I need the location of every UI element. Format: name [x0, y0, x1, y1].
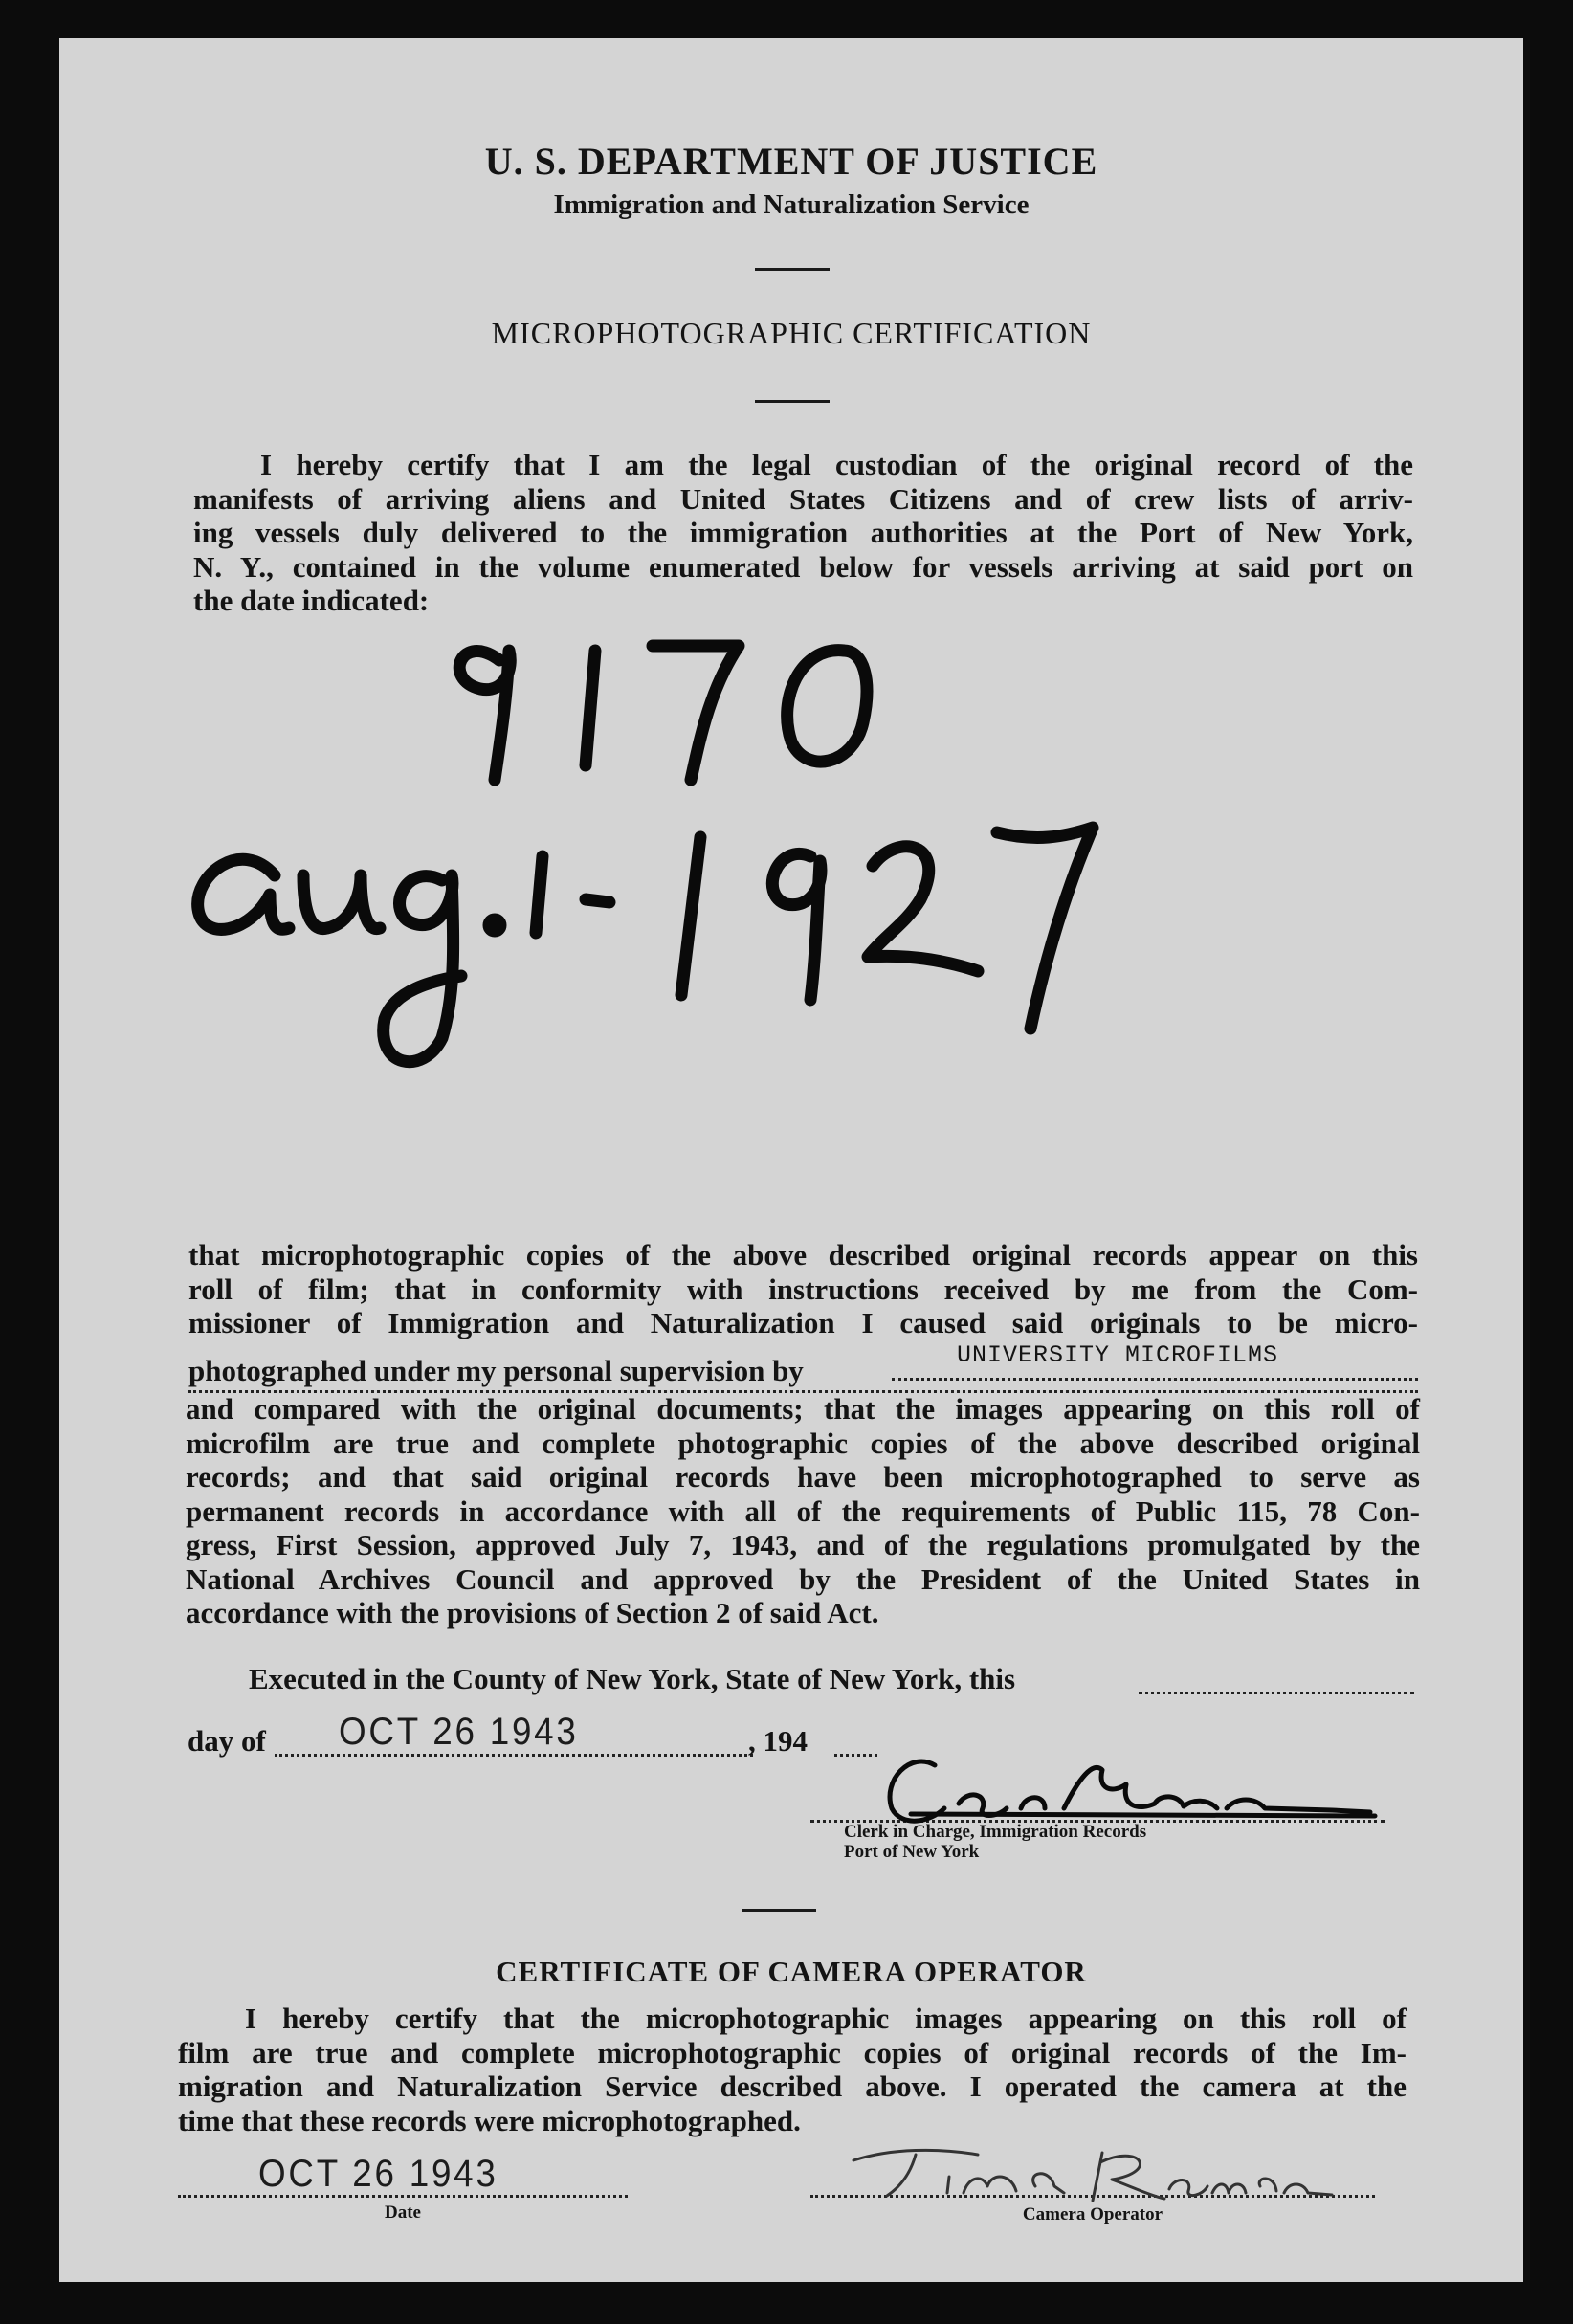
fill-line [1139, 1692, 1414, 1694]
supervision-line [188, 1354, 804, 1388]
divider [755, 400, 830, 403]
text-line: the date indicated: [193, 584, 430, 617]
operator-certificate-title: CERTIFICATE OF CAMERA OPERATOR [496, 1955, 1087, 1988]
text-line: migration and Naturalization Service described above. I operated the camera at the [178, 2069, 1407, 2103]
text-line: and compared with the original documents; that the images appearing on this roll of [186, 1392, 1420, 1426]
text-line: I hereby certify that the microphotographic images appearing on this roll of [245, 2002, 1407, 2035]
text-line: time that these records were microphotographed. [178, 2103, 801, 2137]
text-line: N. Y., contained in the volume enumerated below for vessels arriving at said port on [193, 549, 1413, 584]
text-line: film are true and complete microphotographic copies of original records of the Im- [178, 2035, 1407, 2069]
service-subtitle: Immigration and Naturalization Service [553, 189, 1030, 220]
text-line: missioner of Immigration and Naturalization I caused said originals to be micro- [188, 1306, 1418, 1339]
text-line: permanent records in accordance with all of the requirements of Public 115, 78 Con- [186, 1494, 1420, 1528]
handwritten-date [184, 789, 1141, 1076]
executed-text: Executed in the County of New York, State of New York, this [249, 1662, 1016, 1695]
body-paragraph-2 [186, 1392, 1420, 1630]
text-line: National Archives Council and approved by the President of the United States in [186, 1561, 1420, 1596]
text-line: roll of film; that in conformity with instructions received by me from the Com- [188, 1272, 1418, 1306]
day-of-label: day of [188, 1724, 266, 1758]
handwritten-volume [423, 612, 959, 794]
operator-paragraph [178, 2002, 1407, 2137]
text-line: records; and that said original records have been microphotographed to serve as [186, 1460, 1420, 1494]
fill-line [892, 1378, 1418, 1381]
divider [742, 1909, 816, 1912]
text-line: manifests of arriving aliens and United States Citizens and of crew lists of arriv- [193, 481, 1413, 516]
clerk-port: Port of New York [844, 1842, 980, 1862]
text-line: gress, First Session, approved July 7, 1943, and of the regulations promulgated by the [186, 1528, 1420, 1561]
department-title: U. S. DEPARTMENT OF JUSTICE [484, 140, 1098, 183]
text-line: photographed under my personal supervision by [188, 1354, 804, 1387]
certificate-sheet [59, 38, 1523, 2282]
divider [755, 268, 830, 271]
text-line: ing vessels duly delivered to the immigration authorities at the Port of New York, [193, 516, 1413, 549]
date-label: Date [385, 2202, 421, 2223]
fill-line [275, 1754, 753, 1757]
intro-paragraph [193, 448, 1413, 618]
text-line: microfilm are true and complete photographic copies of the above described original [186, 1426, 1420, 1460]
body-paragraph [188, 1238, 1418, 1340]
typed-operator-name: UNIVERSITY MICROFILMS [957, 1341, 1279, 1369]
clerk-title: Clerk in Charge, Immigration Records [844, 1822, 1147, 1842]
text-line: that microphotographic copies of the above described original records appear on this [188, 1238, 1418, 1272]
year-prefix: , 194 [748, 1724, 808, 1758]
text-line: accordance with the provisions of Section 2 of said Act. [186, 1596, 879, 1629]
stamped-date: OCT 26 1943 [339, 1711, 579, 1753]
form-title: MICROPHOTOGRAPHIC CERTIFICATION [491, 316, 1092, 350]
camera-operator-label: Camera Operator [1022, 2204, 1163, 2224]
text-line: I hereby certify that I am the legal custodian of the original record of the [260, 448, 1413, 481]
operator-stamped-date: OCT 26 1943 [258, 2153, 498, 2195]
camera-operator-signature [834, 2134, 1370, 2210]
